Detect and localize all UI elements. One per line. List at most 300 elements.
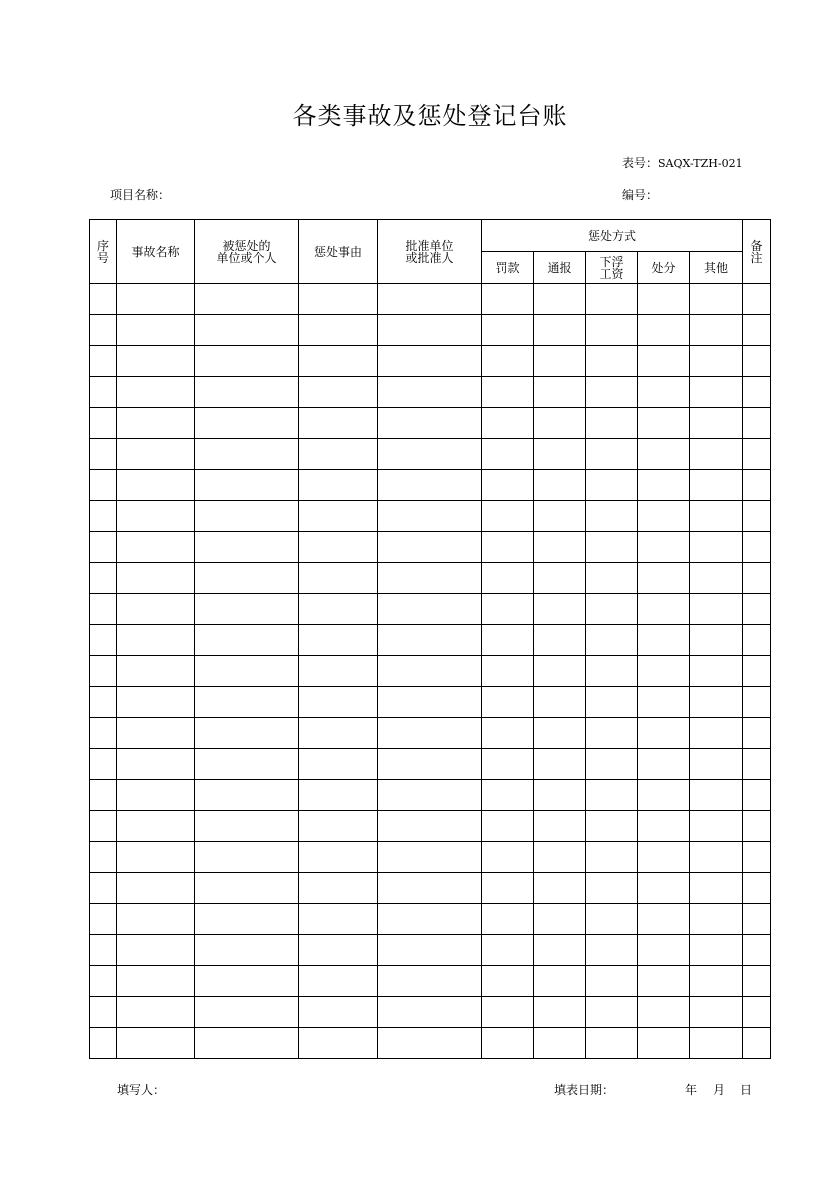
table-cell[interactable] [482, 439, 534, 470]
table-cell[interactable] [534, 315, 586, 346]
table-cell[interactable] [378, 997, 482, 1028]
table-cell[interactable] [638, 780, 690, 811]
table-cell[interactable] [90, 997, 117, 1028]
table-cell[interactable] [90, 315, 117, 346]
table-cell[interactable] [743, 997, 771, 1028]
table-cell[interactable] [117, 532, 195, 563]
table-cell[interactable] [482, 470, 534, 501]
table-cell[interactable] [690, 284, 743, 315]
table-cell[interactable] [586, 625, 638, 656]
table-cell[interactable] [117, 439, 195, 470]
table-cell[interactable] [299, 842, 378, 873]
table-cell[interactable] [638, 811, 690, 842]
table-cell[interactable] [743, 439, 771, 470]
table-cell[interactable] [482, 935, 534, 966]
table-cell[interactable] [743, 1028, 771, 1059]
table-cell[interactable] [195, 966, 299, 997]
table-cell[interactable] [378, 718, 482, 749]
header-seq [90, 220, 117, 284]
table-cell[interactable] [378, 315, 482, 346]
header-other: 其他 [690, 252, 743, 284]
table-cell[interactable] [586, 346, 638, 377]
table-cell[interactable] [743, 718, 771, 749]
table-cell[interactable] [743, 625, 771, 656]
table-cell[interactable] [534, 346, 586, 377]
table-cell[interactable] [534, 842, 586, 873]
table-cell[interactable] [299, 780, 378, 811]
table-cell[interactable] [90, 594, 117, 625]
header-accident-name: 事故名称 [117, 220, 195, 284]
table-cell[interactable] [378, 1028, 482, 1059]
table-cell[interactable] [638, 904, 690, 935]
table-cell[interactable] [195, 315, 299, 346]
table-cell[interactable] [638, 532, 690, 563]
table-cell[interactable] [299, 501, 378, 532]
table-cell[interactable] [586, 656, 638, 687]
table-cell[interactable] [299, 1028, 378, 1059]
table-cell[interactable] [299, 625, 378, 656]
table-cell[interactable] [482, 346, 534, 377]
table-cell[interactable] [743, 656, 771, 687]
table-cell[interactable] [638, 718, 690, 749]
table-cell[interactable] [586, 935, 638, 966]
table-cell[interactable] [690, 563, 743, 594]
table-cell[interactable] [90, 346, 117, 377]
table-cell[interactable] [586, 780, 638, 811]
table-cell[interactable] [90, 687, 117, 718]
table-cell[interactable] [534, 997, 586, 1028]
table-cell[interactable] [117, 811, 195, 842]
table-cell[interactable] [378, 470, 482, 501]
table-cell[interactable] [378, 842, 482, 873]
table-cell[interactable] [690, 625, 743, 656]
table-cell[interactable] [690, 470, 743, 501]
table-cell[interactable] [743, 346, 771, 377]
table-cell[interactable] [690, 408, 743, 439]
table-cell[interactable] [690, 1028, 743, 1059]
table-cell[interactable] [638, 284, 690, 315]
table-cell[interactable] [299, 439, 378, 470]
table-cell[interactable] [299, 966, 378, 997]
table-cell[interactable] [690, 315, 743, 346]
table-cell[interactable] [195, 470, 299, 501]
table-cell[interactable] [378, 687, 482, 718]
table-cell[interactable] [378, 563, 482, 594]
table-cell[interactable] [90, 439, 117, 470]
table-cell[interactable] [195, 749, 299, 780]
table-cell[interactable] [90, 811, 117, 842]
table-cell[interactable] [586, 718, 638, 749]
table-cell[interactable] [638, 377, 690, 408]
table-cell[interactable] [534, 811, 586, 842]
table-cell[interactable] [690, 780, 743, 811]
table-cell[interactable] [638, 439, 690, 470]
header-notice: 通报 [534, 252, 586, 284]
table-cell[interactable] [690, 346, 743, 377]
table-cell[interactable] [299, 284, 378, 315]
table-cell[interactable] [586, 687, 638, 718]
table-cell[interactable] [482, 315, 534, 346]
table-cell[interactable] [534, 501, 586, 532]
table-cell[interactable] [482, 749, 534, 780]
table-cell[interactable] [378, 346, 482, 377]
table-cell[interactable] [743, 563, 771, 594]
table-cell[interactable] [482, 625, 534, 656]
table-cell[interactable] [482, 780, 534, 811]
table-cell[interactable] [117, 687, 195, 718]
project-name-label: 项目名称： [110, 188, 171, 202]
table-cell[interactable] [534, 749, 586, 780]
table-cell[interactable] [482, 656, 534, 687]
table-cell[interactable] [482, 904, 534, 935]
table-cell[interactable] [638, 935, 690, 966]
table-cell[interactable] [117, 718, 195, 749]
table-cell[interactable] [195, 594, 299, 625]
table-cell[interactable] [638, 966, 690, 997]
table-cell[interactable] [638, 873, 690, 904]
table-cell[interactable] [534, 935, 586, 966]
table-cell[interactable] [586, 966, 638, 997]
table-cell[interactable] [586, 408, 638, 439]
table-cell[interactable] [378, 532, 482, 563]
table-cell[interactable] [690, 811, 743, 842]
table-cell[interactable] [299, 377, 378, 408]
table-cell[interactable] [299, 656, 378, 687]
table-cell[interactable] [90, 532, 117, 563]
table-cell[interactable] [482, 563, 534, 594]
table-cell[interactable] [299, 997, 378, 1028]
table-cell[interactable] [195, 997, 299, 1028]
table-cell[interactable] [638, 687, 690, 718]
table-row [90, 749, 771, 780]
table-cell[interactable] [299, 594, 378, 625]
table-cell[interactable] [195, 780, 299, 811]
table-cell[interactable] [690, 749, 743, 780]
table-cell[interactable] [534, 377, 586, 408]
table-cell[interactable] [534, 563, 586, 594]
table-cell[interactable] [638, 501, 690, 532]
table-cell[interactable] [90, 749, 117, 780]
table-cell[interactable] [743, 594, 771, 625]
table-cell[interactable] [534, 439, 586, 470]
table-cell[interactable] [586, 439, 638, 470]
table-cell[interactable] [690, 377, 743, 408]
table-cell[interactable] [90, 656, 117, 687]
table-cell[interactable] [743, 873, 771, 904]
table-cell[interactable] [90, 377, 117, 408]
table-cell[interactable] [299, 563, 378, 594]
table-cell[interactable] [195, 656, 299, 687]
table-cell[interactable] [195, 532, 299, 563]
table-cell[interactable] [743, 966, 771, 997]
table-cell[interactable] [743, 935, 771, 966]
table-cell[interactable] [743, 532, 771, 563]
table-cell[interactable] [378, 749, 482, 780]
table-cell[interactable] [743, 780, 771, 811]
table-cell[interactable] [690, 842, 743, 873]
table-cell[interactable] [195, 501, 299, 532]
table-cell[interactable] [117, 470, 195, 501]
table-cell[interactable] [534, 408, 586, 439]
header-remark [743, 220, 771, 284]
table-cell[interactable] [586, 842, 638, 873]
table-cell[interactable] [482, 284, 534, 315]
table-cell[interactable] [195, 842, 299, 873]
table-cell[interactable] [195, 904, 299, 935]
table-cell[interactable] [690, 439, 743, 470]
table-cell[interactable] [90, 935, 117, 966]
table-cell[interactable] [299, 904, 378, 935]
table-cell[interactable] [482, 718, 534, 749]
table-cell[interactable] [482, 811, 534, 842]
table-cell[interactable] [195, 408, 299, 439]
table-cell[interactable] [90, 408, 117, 439]
table-cell[interactable] [117, 873, 195, 904]
table-cell[interactable] [586, 1028, 638, 1059]
table-cell[interactable] [195, 625, 299, 656]
table-cell[interactable] [534, 284, 586, 315]
table-row [90, 966, 771, 997]
table-cell[interactable] [586, 594, 638, 625]
table-cell[interactable] [299, 873, 378, 904]
header-fine: 罚款 [482, 252, 534, 284]
table-cell[interactable] [482, 501, 534, 532]
table-cell[interactable] [117, 966, 195, 997]
table-cell[interactable] [690, 904, 743, 935]
table-cell[interactable] [638, 408, 690, 439]
table-cell[interactable] [586, 315, 638, 346]
header-wage-line1: 下浮 [599, 254, 624, 269]
table-cell[interactable] [90, 718, 117, 749]
table-cell[interactable] [743, 315, 771, 346]
table-cell[interactable] [378, 284, 482, 315]
table-cell[interactable] [482, 1028, 534, 1059]
table-cell[interactable] [690, 873, 743, 904]
table-cell[interactable] [638, 315, 690, 346]
table-cell[interactable] [378, 625, 482, 656]
table-cell[interactable] [743, 470, 771, 501]
table-cell[interactable] [534, 625, 586, 656]
table-row [90, 346, 771, 377]
table-cell[interactable] [117, 563, 195, 594]
table-cell[interactable] [482, 408, 534, 439]
table-cell[interactable] [586, 532, 638, 563]
table-cell[interactable] [586, 501, 638, 532]
table-cell[interactable] [299, 532, 378, 563]
table-cell[interactable] [90, 966, 117, 997]
serial-number-label: 编号： [622, 188, 659, 202]
table-cell[interactable] [378, 811, 482, 842]
table-cell[interactable] [378, 873, 482, 904]
table-cell[interactable] [638, 1028, 690, 1059]
table-row [90, 811, 771, 842]
table-cell[interactable] [638, 997, 690, 1028]
table-cell[interactable] [534, 966, 586, 997]
table-cell[interactable] [117, 501, 195, 532]
table-cell[interactable] [743, 284, 771, 315]
table-cell[interactable] [378, 904, 482, 935]
table-cell[interactable] [638, 842, 690, 873]
table-cell[interactable] [690, 656, 743, 687]
header-wage-line2: 工资 [599, 266, 624, 281]
table-cell[interactable] [299, 749, 378, 780]
table-cell[interactable] [299, 315, 378, 346]
table-cell[interactable] [378, 656, 482, 687]
table-cell[interactable] [90, 873, 117, 904]
table-cell[interactable] [638, 563, 690, 594]
table-cell[interactable] [638, 346, 690, 377]
table-cell[interactable] [195, 346, 299, 377]
table-cell[interactable] [534, 532, 586, 563]
table-row [90, 532, 771, 563]
table-cell[interactable] [482, 997, 534, 1028]
filler-label: 填写人： [117, 1083, 166, 1097]
table-cell[interactable] [195, 563, 299, 594]
table-cell[interactable] [482, 966, 534, 997]
table-cell[interactable] [534, 780, 586, 811]
table-cell[interactable] [586, 811, 638, 842]
table-cell[interactable] [299, 470, 378, 501]
table-cell[interactable] [90, 470, 117, 501]
table-cell[interactable] [690, 935, 743, 966]
table-cell[interactable] [482, 842, 534, 873]
table-cell[interactable] [534, 1028, 586, 1059]
table-cell[interactable] [638, 656, 690, 687]
table-cell[interactable] [299, 687, 378, 718]
table-cell[interactable] [378, 439, 482, 470]
table-cell[interactable] [195, 377, 299, 408]
table-cell[interactable] [117, 346, 195, 377]
table-cell[interactable] [117, 284, 195, 315]
table-cell[interactable] [690, 532, 743, 563]
table-cell[interactable] [117, 594, 195, 625]
table-row [90, 873, 771, 904]
table-cell[interactable] [117, 625, 195, 656]
table-row [90, 780, 771, 811]
table-cell[interactable] [117, 408, 195, 439]
table-cell[interactable] [534, 904, 586, 935]
table-cell[interactable] [586, 284, 638, 315]
table-cell[interactable] [482, 532, 534, 563]
table-cell[interactable] [690, 997, 743, 1028]
table-cell[interactable] [586, 749, 638, 780]
table-cell[interactable] [743, 842, 771, 873]
table-cell[interactable] [534, 594, 586, 625]
table-cell[interactable] [586, 377, 638, 408]
table-cell[interactable] [117, 935, 195, 966]
table-cell[interactable] [195, 1028, 299, 1059]
table-cell[interactable] [299, 346, 378, 377]
table-cell[interactable] [90, 842, 117, 873]
table-cell[interactable] [117, 1028, 195, 1059]
table-cell[interactable] [378, 966, 482, 997]
table-cell[interactable] [586, 563, 638, 594]
table-cell[interactable] [534, 687, 586, 718]
table-cell[interactable] [195, 687, 299, 718]
table-cell[interactable] [90, 501, 117, 532]
table-cell[interactable] [743, 811, 771, 842]
table-cell[interactable] [195, 718, 299, 749]
table-cell[interactable] [743, 501, 771, 532]
table-cell[interactable] [638, 594, 690, 625]
table-cell[interactable] [638, 625, 690, 656]
table-cell[interactable] [299, 408, 378, 439]
table-cell[interactable] [117, 377, 195, 408]
table-cell[interactable] [195, 284, 299, 315]
table-cell[interactable] [117, 780, 195, 811]
table-cell[interactable] [482, 594, 534, 625]
table-cell[interactable] [90, 904, 117, 935]
table-row [90, 842, 771, 873]
day-label: 日 [740, 1083, 753, 1097]
table-cell[interactable] [534, 656, 586, 687]
table-cell[interactable] [482, 873, 534, 904]
table-cell[interactable] [378, 935, 482, 966]
table-cell[interactable] [90, 780, 117, 811]
table-cell[interactable] [638, 749, 690, 780]
table-cell[interactable] [690, 966, 743, 997]
table-cell[interactable] [90, 284, 117, 315]
table-row [90, 718, 771, 749]
table-cell[interactable] [534, 718, 586, 749]
header-sanction: 处分 [638, 252, 690, 284]
table-cell[interactable] [743, 408, 771, 439]
table-cell[interactable] [378, 594, 482, 625]
table-cell[interactable] [534, 873, 586, 904]
table-cell[interactable] [195, 935, 299, 966]
table-cell[interactable] [743, 749, 771, 780]
table-cell[interactable] [690, 501, 743, 532]
table-cell[interactable] [195, 439, 299, 470]
table-cell[interactable] [378, 501, 482, 532]
table-cell[interactable] [743, 904, 771, 935]
table-cell[interactable] [117, 904, 195, 935]
table-cell[interactable] [586, 873, 638, 904]
table-cell[interactable] [195, 873, 299, 904]
table-cell[interactable] [690, 594, 743, 625]
table-cell[interactable] [586, 470, 638, 501]
table-cell[interactable] [690, 718, 743, 749]
header-remark-text: 备注 [750, 238, 763, 265]
table-cell[interactable] [482, 687, 534, 718]
table-cell[interactable] [299, 811, 378, 842]
table-cell[interactable] [586, 904, 638, 935]
table-cell[interactable] [117, 997, 195, 1028]
table-cell[interactable] [299, 718, 378, 749]
table-cell[interactable] [743, 377, 771, 408]
table-cell[interactable] [378, 780, 482, 811]
table-cell[interactable] [117, 842, 195, 873]
header-seq-text: 序号 [97, 238, 110, 265]
table-cell[interactable] [117, 315, 195, 346]
table-row [90, 935, 771, 966]
table-cell[interactable] [195, 811, 299, 842]
table-cell[interactable] [117, 656, 195, 687]
table-cell[interactable] [534, 470, 586, 501]
table-cell[interactable] [90, 1028, 117, 1059]
table-cell[interactable] [90, 625, 117, 656]
table-cell[interactable] [743, 687, 771, 718]
table-cell[interactable] [378, 408, 482, 439]
table-cell[interactable] [90, 563, 117, 594]
table-cell[interactable] [482, 377, 534, 408]
table-cell[interactable] [117, 749, 195, 780]
table-cell[interactable] [586, 997, 638, 1028]
table-cell[interactable] [378, 377, 482, 408]
table-cell[interactable] [638, 470, 690, 501]
table-cell[interactable] [690, 687, 743, 718]
table-cell[interactable] [299, 935, 378, 966]
